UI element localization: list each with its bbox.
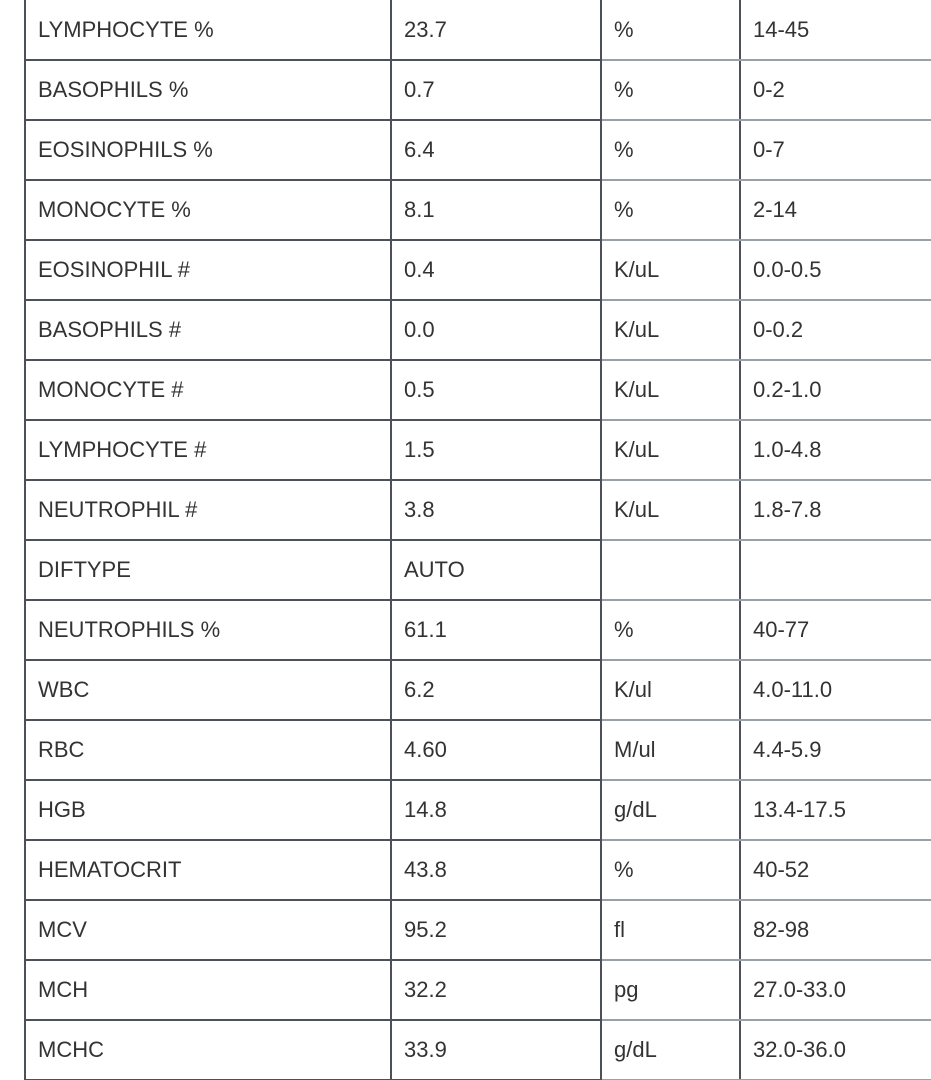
result-value-cell: 3.8: [391, 480, 601, 540]
test-name-cell: MCV: [25, 900, 391, 960]
lab-results-body: [25, 0, 931, 1080]
table-row: [25, 480, 931, 540]
table-row: [25, 900, 931, 960]
table-row: [25, 1020, 931, 1080]
reference-range-cell: 4.0-11.0: [740, 660, 931, 720]
unit-cell: [601, 540, 740, 600]
unit-cell: %: [601, 60, 740, 120]
test-name-cell: BASOPHILS %: [25, 60, 391, 120]
unit-cell: %: [601, 120, 740, 180]
table-row: [25, 420, 931, 480]
unit-cell: K/uL: [601, 420, 740, 480]
table-row: [25, 720, 931, 780]
test-name-cell: DIFTYPE: [25, 540, 391, 600]
unit-cell: %: [601, 180, 740, 240]
reference-range-cell: [740, 540, 931, 600]
table-row: [25, 300, 931, 360]
result-value-cell: 61.1: [391, 600, 601, 660]
reference-range-cell: 1.8-7.8: [740, 480, 931, 540]
unit-cell: g/dL: [601, 1020, 740, 1080]
reference-range-cell: 82-98: [740, 900, 931, 960]
unit-cell: %: [601, 0, 740, 60]
table-row: [25, 540, 931, 600]
unit-cell: M/ul: [601, 720, 740, 780]
table-row: [25, 240, 931, 300]
table-row: [25, 960, 931, 1020]
result-value-cell: 23.7: [391, 0, 601, 60]
unit-cell: K/uL: [601, 240, 740, 300]
test-name-cell: LYMPHOCYTE %: [25, 0, 391, 60]
reference-range-cell: 32.0-36.0: [740, 1020, 931, 1080]
test-name-cell: MCH: [25, 960, 391, 1020]
unit-cell: fl: [601, 900, 740, 960]
reference-range-cell: 27.0-33.0: [740, 960, 931, 1020]
table-row: [25, 180, 931, 240]
test-name-cell: BASOPHILS #: [25, 300, 391, 360]
reference-range-cell: 2-14: [740, 180, 931, 240]
test-name-cell: NEUTROPHIL #: [25, 480, 391, 540]
unit-cell: K/uL: [601, 480, 740, 540]
reference-range-cell: 0.0-0.5: [740, 240, 931, 300]
result-value-cell: 33.9: [391, 1020, 601, 1080]
reference-range-cell: 4.4-5.9: [740, 720, 931, 780]
test-name-cell: EOSINOPHIL #: [25, 240, 391, 300]
lab-results-table: [24, 0, 931, 1080]
reference-range-cell: 13.4-17.5: [740, 780, 931, 840]
test-name-cell: NEUTROPHILS %: [25, 600, 391, 660]
unit-cell: K/uL: [601, 360, 740, 420]
result-value-cell: 0.0: [391, 300, 601, 360]
lab-results-table-container: [24, 0, 931, 1080]
test-name-cell: MCHC: [25, 1020, 391, 1080]
result-value-cell: 8.1: [391, 180, 601, 240]
table-row: [25, 0, 931, 60]
table-row: [25, 120, 931, 180]
test-name-cell: HEMATOCRIT: [25, 840, 391, 900]
table-row: [25, 600, 931, 660]
table-row: [25, 60, 931, 120]
result-value-cell: 0.4: [391, 240, 601, 300]
table-row: [25, 840, 931, 900]
table-row: [25, 360, 931, 420]
reference-range-cell: 1.0-4.8: [740, 420, 931, 480]
result-value-cell: 1.5: [391, 420, 601, 480]
result-value-cell: 4.60: [391, 720, 601, 780]
reference-range-cell: 40-77: [740, 600, 931, 660]
reference-range-cell: 0-0.2: [740, 300, 931, 360]
result-value-cell: 0.7: [391, 60, 601, 120]
result-value-cell: AUTO: [391, 540, 601, 600]
table-row: [25, 660, 931, 720]
unit-cell: K/ul: [601, 660, 740, 720]
result-value-cell: 14.8: [391, 780, 601, 840]
test-name-cell: WBC: [25, 660, 391, 720]
table-row: [25, 780, 931, 840]
reference-range-cell: 0-7: [740, 120, 931, 180]
result-value-cell: 6.2: [391, 660, 601, 720]
unit-cell: K/uL: [601, 300, 740, 360]
test-name-cell: MONOCYTE #: [25, 360, 391, 420]
reference-range-cell: 0.2-1.0: [740, 360, 931, 420]
result-value-cell: 43.8: [391, 840, 601, 900]
unit-cell: pg: [601, 960, 740, 1020]
test-name-cell: RBC: [25, 720, 391, 780]
result-value-cell: 6.4: [391, 120, 601, 180]
unit-cell: g/dL: [601, 780, 740, 840]
result-value-cell: 0.5: [391, 360, 601, 420]
result-value-cell: 95.2: [391, 900, 601, 960]
unit-cell: %: [601, 600, 740, 660]
test-name-cell: MONOCYTE %: [25, 180, 391, 240]
test-name-cell: EOSINOPHILS %: [25, 120, 391, 180]
reference-range-cell: 0-2: [740, 60, 931, 120]
unit-cell: %: [601, 840, 740, 900]
reference-range-cell: 40-52: [740, 840, 931, 900]
result-value-cell: 32.2: [391, 960, 601, 1020]
test-name-cell: HGB: [25, 780, 391, 840]
reference-range-cell: 14-45: [740, 0, 931, 60]
test-name-cell: LYMPHOCYTE #: [25, 420, 391, 480]
